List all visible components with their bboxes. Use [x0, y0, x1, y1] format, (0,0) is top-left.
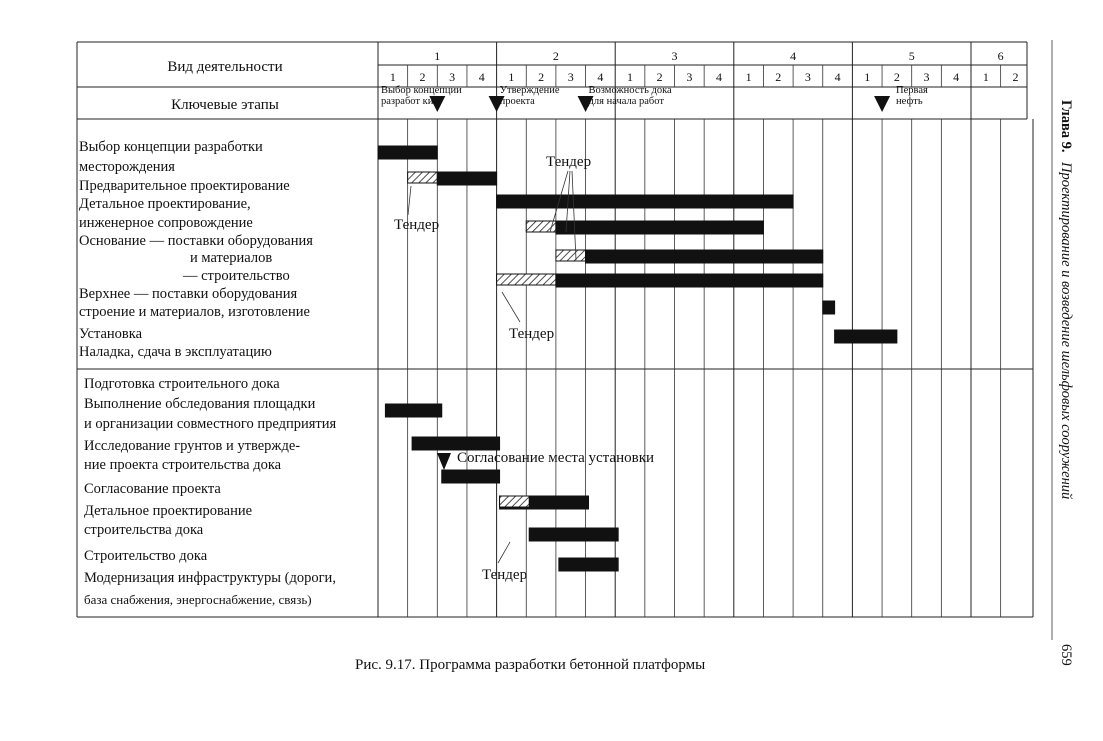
site-agreement-label: Согласование места установки	[457, 450, 655, 466]
running-head	[1058, 100, 1074, 500]
year-labels	[434, 49, 1003, 63]
quarter-label: 3	[449, 70, 456, 84]
tender-bar	[408, 172, 438, 183]
milestone-label: разработ ки	[381, 96, 434, 107]
chapter-label: Глава 9.	[1058, 100, 1074, 153]
activity-label: строительства дока	[84, 522, 204, 538]
activity-bar	[559, 558, 618, 571]
year-label: 2	[552, 49, 559, 63]
milestone-label: Первая	[896, 85, 928, 96]
figure-caption: Рис. 9.17. Программа разработки бетонной платформы	[355, 657, 706, 673]
year-label: 1	[434, 49, 441, 63]
milestone-label: Утверждение	[499, 85, 560, 96]
quarter-label: 3	[686, 70, 693, 84]
activity-label: Выполнение обследования площадки	[84, 396, 316, 412]
activity-bar	[556, 274, 823, 287]
quarter-label: 3	[804, 70, 811, 84]
activity-label: Подготовка строительного дока	[84, 376, 280, 392]
quarter-label: 2	[775, 70, 782, 84]
activity-label: база снабжения, энергоснабжение, связь)	[84, 592, 312, 607]
milestone-label: для начала работ	[588, 96, 664, 107]
tender-bar	[497, 274, 556, 285]
activity-label: Основание — поставки оборудования	[79, 233, 313, 249]
quarter-label: 2	[656, 70, 663, 84]
milestone-marker	[437, 453, 451, 470]
year-label: 4	[790, 49, 797, 63]
activity-label: инженерное сопровождение	[79, 215, 253, 231]
quarter-label: 1	[508, 70, 515, 84]
activity-label: Строительство дока	[84, 548, 208, 564]
section-1-labels	[79, 139, 313, 360]
quarter-label: 1	[627, 70, 634, 84]
quarter-label: 1	[745, 70, 752, 84]
activity-bar	[378, 146, 437, 159]
activity-bar	[412, 437, 499, 450]
activity-bar	[442, 470, 500, 483]
activity-label: и материалов	[190, 250, 273, 266]
year-label: 5	[908, 49, 915, 63]
activity-bar	[823, 301, 835, 314]
milestone-label: Выбор концепции	[381, 85, 462, 96]
activity-label: Исследование грунтов и утвержде-	[84, 438, 301, 454]
milestone-label: Возможность дока	[588, 85, 672, 96]
tender-label: Тендер	[546, 154, 592, 170]
quarter-label: 3	[567, 70, 574, 84]
milestones-row-header: Ключевые этапы	[171, 97, 279, 113]
gantt-bars	[378, 146, 897, 571]
activity-label: Выбор концепции разработки	[79, 139, 263, 155]
milestones	[381, 85, 928, 112]
quarter-label: 1	[389, 70, 396, 84]
quarter-label: 1	[864, 70, 871, 84]
activity-bar	[385, 404, 441, 417]
activity-label: Предварительное проектирование	[79, 178, 290, 194]
activity-bar	[497, 195, 793, 208]
tender-bar	[556, 250, 586, 261]
activity-label: строение и материалов, изготовление	[79, 304, 310, 320]
activity-label: — строительство	[183, 268, 290, 284]
activity-bar	[529, 528, 618, 541]
activity-column-header: Вид деятельности	[167, 59, 283, 75]
activity-label: и организации совместного предприятия	[84, 416, 337, 432]
quarter-label: 1	[982, 70, 989, 84]
quarter-label: 2	[893, 70, 900, 84]
quarter-label: 2	[1012, 70, 1019, 84]
quarter-label: 2	[538, 70, 545, 84]
activity-label: Модернизация инфраструктуры (дороги,	[84, 570, 336, 586]
year-label: 3	[671, 49, 678, 63]
activity-label: Наладка, сдача в эксплуатацию	[79, 344, 272, 360]
milestone-label: проекта	[499, 96, 535, 107]
milestone-label: нефть	[896, 96, 923, 107]
activity-label: Верхнее — поставки оборудования	[79, 286, 298, 302]
activity-bar	[556, 221, 764, 234]
page-number: 659	[1058, 644, 1074, 666]
tender-bar	[500, 496, 530, 507]
section-2-labels	[84, 376, 337, 607]
activity-label: Детальное проектирование	[84, 503, 253, 519]
activity-bar	[835, 330, 897, 343]
activity-bar	[586, 250, 823, 263]
tender-label: Тендер	[509, 326, 555, 342]
quarter-label: 4	[953, 70, 960, 84]
milestone-marker	[874, 96, 890, 112]
quarter-label: 4	[715, 70, 722, 84]
tender-label: Тендер	[482, 567, 528, 583]
activity-label: ние проекта строительства дока	[84, 457, 282, 473]
activity-label: Детальное проектирование,	[79, 196, 251, 212]
activity-label: Согласование проекта	[84, 481, 221, 497]
quarter-label: 4	[597, 70, 604, 84]
activity-label: Установка	[79, 326, 143, 342]
tender-label: Тендер	[394, 217, 440, 233]
chapter-title: Проектирование и возведение шельфовых сооружений	[1058, 162, 1074, 500]
quarter-label: 4	[478, 70, 485, 84]
activity-bar	[437, 172, 496, 185]
quarter-label: 3	[923, 70, 930, 84]
activity-label: месторождения	[79, 159, 175, 175]
quarter-label: 2	[419, 70, 426, 84]
quarter-label: 4	[834, 70, 841, 84]
year-label: 6	[997, 49, 1004, 63]
